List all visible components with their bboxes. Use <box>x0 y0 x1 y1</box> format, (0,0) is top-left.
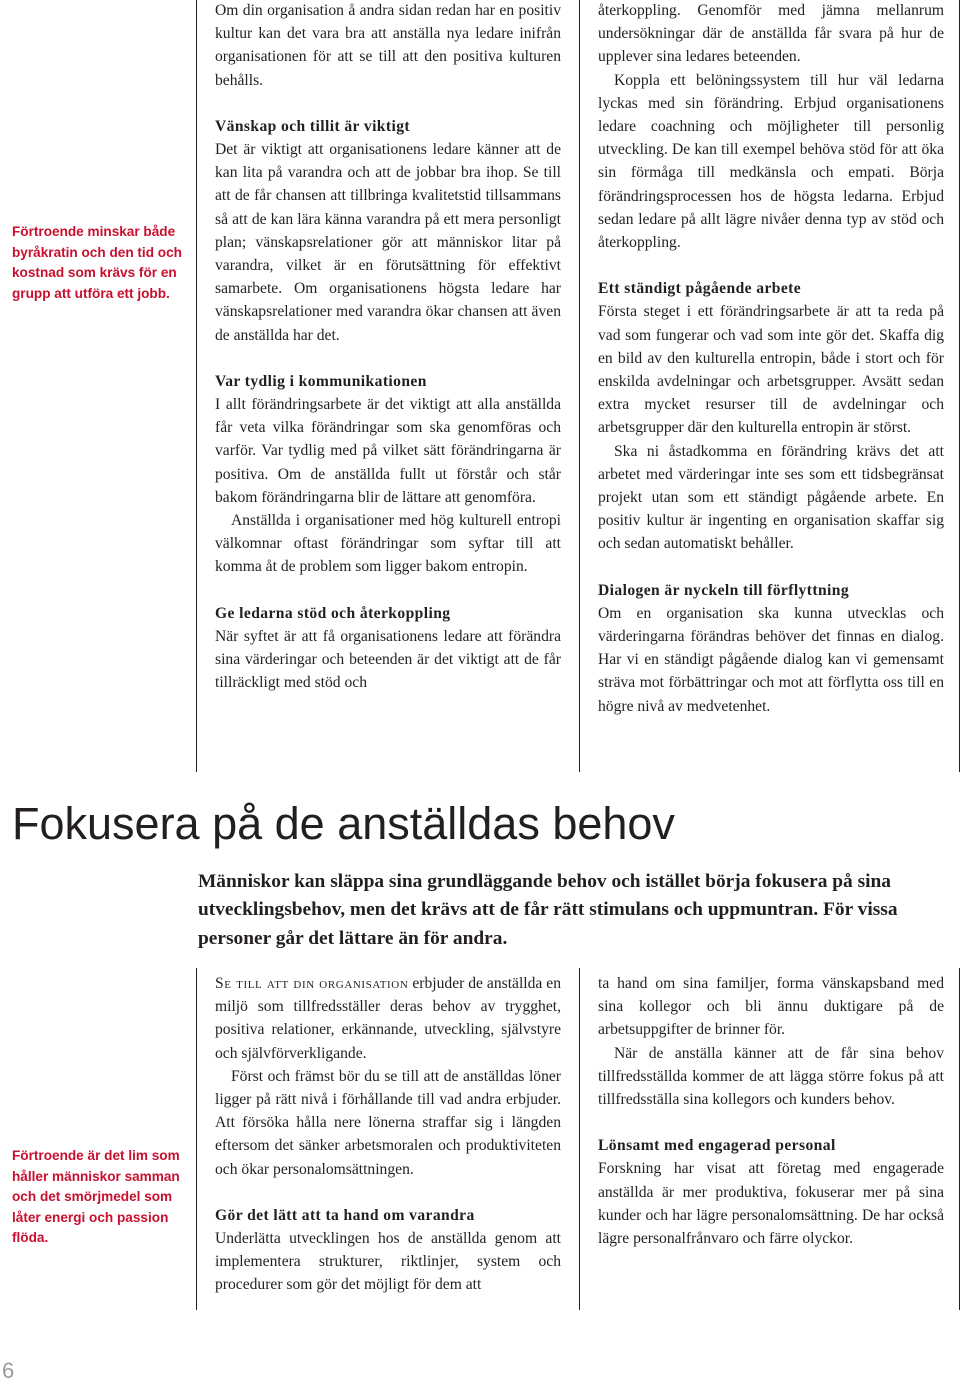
column-rule-top-middle <box>579 0 580 772</box>
subheading-care-for-each-other: Gör det lätt att ta hand om varandra <box>215 1206 475 1224</box>
article-column-bottom-right <box>598 972 944 1250</box>
subheading-clear-communication: Var tydlig i kommunikationen <box>215 372 427 390</box>
paragraph: När de anställa känner att de får sina behov tillfredsställda kommer de att lägga större fokus på att tillfredsställa sina kollegors och kunders behov. <box>598 1044 944 1109</box>
subheading-dialogue-key: Dialogen är nyckeln till förflyttning <box>598 581 850 599</box>
column-rule-top-left <box>196 0 197 772</box>
subheading-friendship-trust: Vänskap och tillit är viktigt <box>215 117 410 135</box>
column-rule-bottom-left <box>196 968 197 1310</box>
paragraph: Koppla ett belöningssystem till hur väl ledarna lyckas med sin förändring. Erbjud organisationens ledare coachning och möjligheter till personlig utveckling. De kan till exempel behöva stöd för att öka sin förmåga till medkänsla och empati. Börja förändringsprocessen hos de högsta ledarna. Erbjud sedan ledare på allt lägre nivåer denna typ av stöd och återkoppling. <box>598 71 944 252</box>
paragraph: Först och främst bör du se till att de anställdas löner ligger på rätt nivå i förhållande till vad andra erbjuder. Att försöka hålla nere lönerna straffar sig i längden eftersom det sänker arbetsmoralen och produktiviteten och ökar personalomsättningen. <box>215 1067 561 1178</box>
paragraph: Forskning har visat att företag med engagerade anställda är mer produktiva, fokuserar mer på sina kunder och har lägre personalomsättning. De har också lägre personalfrånvaro och färre olyckor. <box>598 1160 944 1248</box>
subheading-profitable-engaged-staff: Lönsamt med engagerad personal <box>598 1137 836 1155</box>
paragraph: Ska ni åstadkomma en förändring krävs det att arbetet med värderingar inte ses som ett tidsbegränsat projekt utan som ett ständigt pågående arbete. En positiv kultur är ingenting en organisation skaffar sig och sedan automatiskt behåller. <box>598 442 944 553</box>
pull-quote-trust-glue: Förtroende är det lim som håller människor samman och det smörjmedel som låter energi och passion flöda. <box>12 1148 180 1246</box>
paragraph: ta hand om sina familjer, forma vänskapsband med sina kollegor och bli ännu duktigare på de arbetsuppgifter de brinner för. <box>598 975 944 1039</box>
subheading-ongoing-work: Ett ständigt pågående arbete <box>598 280 802 298</box>
paragraph-text: erbjuder de anställda en miljö som tillfredsställer deras behov av trygghet, positiva relationer, erkännande, utveckling, självstyre och självförverkligande. <box>215 975 561 1062</box>
paragraph: Första steget i ett förändringsarbete är att ta reda på vad som fungerar och vad som inte gör det. Skaffa dig en bild av den kulturella entropin, både i stort och för enskilda avdelningar och arbetsgrupper. Avsätt sedan extra mycket resurser till de avdelningar och arbetsgrupper där den kulturella entropin är störst. <box>598 303 944 437</box>
paragraph: Om din organisation å andra sidan redan har en positiv kultur kan det vara bra att anställa nya ledare inifrån organisationen för att se till att den positiva kulturen behålls. <box>215 2 561 89</box>
paragraph: Om en organisation ska kunna utvecklas och värderingarna förändras behöver det finnas en dialog. Har vi en ständigt pågående dialog kan vi gemensamt sträva mot förbättringar och mot att förflytta oss till en högre nivå av medvetenhet. <box>598 604 944 715</box>
section-title: Fokusera på de anställdas behov <box>12 798 675 849</box>
paragraph <box>215 972 561 1065</box>
paragraph: Det är viktigt att organisationens ledare känner att de kan lita på varandra och att de jobbar bra ihop. Se till att de får chansen att tillbringa kvalitetstid tillsammans så att de kan lära känna varandra på ett mera personligt plan; vänskapsrelationer gör att människor litar på varandra, vilket är en förutsättning för effektivt samarbete. Om organisationens högsta ledare har vänskapsrelationer med varandra ökar chansen att även de anställda har det. <box>215 141 561 344</box>
article-column-top-left <box>215 0 561 694</box>
page-number: 6 <box>2 1358 15 1383</box>
paragraph: Underlätta utvecklingen hos de anställda genom att implementera strukturer, riktlinjer, system och procedurer som gör det möjligt för dem att <box>215 1230 561 1294</box>
paragraph: När syftet är att få organisationens ledare att förändra sina värderingar och beteenden är det viktigt att de får tillräckligt med stöd och <box>215 627 561 692</box>
paragraph: I allt förändringsarbete är det viktigt att alla anställda får veta vilka förändringar som ska genomföras och varför. Var tydlig med på vilket sätt förändringarna är positiva. Om de anställda fullt ut förstår och står bakom förändringarna blir de lättare att genomföra. <box>215 396 561 506</box>
column-rule-bottom-middle <box>579 968 580 1310</box>
section-lead: Människor kan släppa sina grundläggande behov och istället börja fokusera på sina utvecklingsbehov, men det krävs att de får rätt stimulans och uppmuntran. För vissa personer går det lättare än för andra. <box>198 871 898 949</box>
pull-quote-trust-bureaucracy: Förtroende minskar både byråkratin och den tid och kostnad som krävs för en grupp att utföra ett jobb. <box>12 224 182 301</box>
paragraph: Anställda i organisationer med hög kulturell entropi välkomnar oftast förändringar som syftar till att komma åt de problem som ligger bakom entropin. <box>215 512 561 576</box>
subheading-support-feedback: Ge ledarna stöd och återkoppling <box>215 604 451 622</box>
run-in-lead: Se till att din organisation <box>215 975 409 992</box>
article-column-bottom-left <box>215 972 561 1297</box>
article-column-top-right <box>598 0 944 718</box>
paragraph: återkoppling. Genomför med jämna mellanrum undersökningar där de anställda får svara på hur de upplever sina ledares beteenden. <box>598 2 944 66</box>
